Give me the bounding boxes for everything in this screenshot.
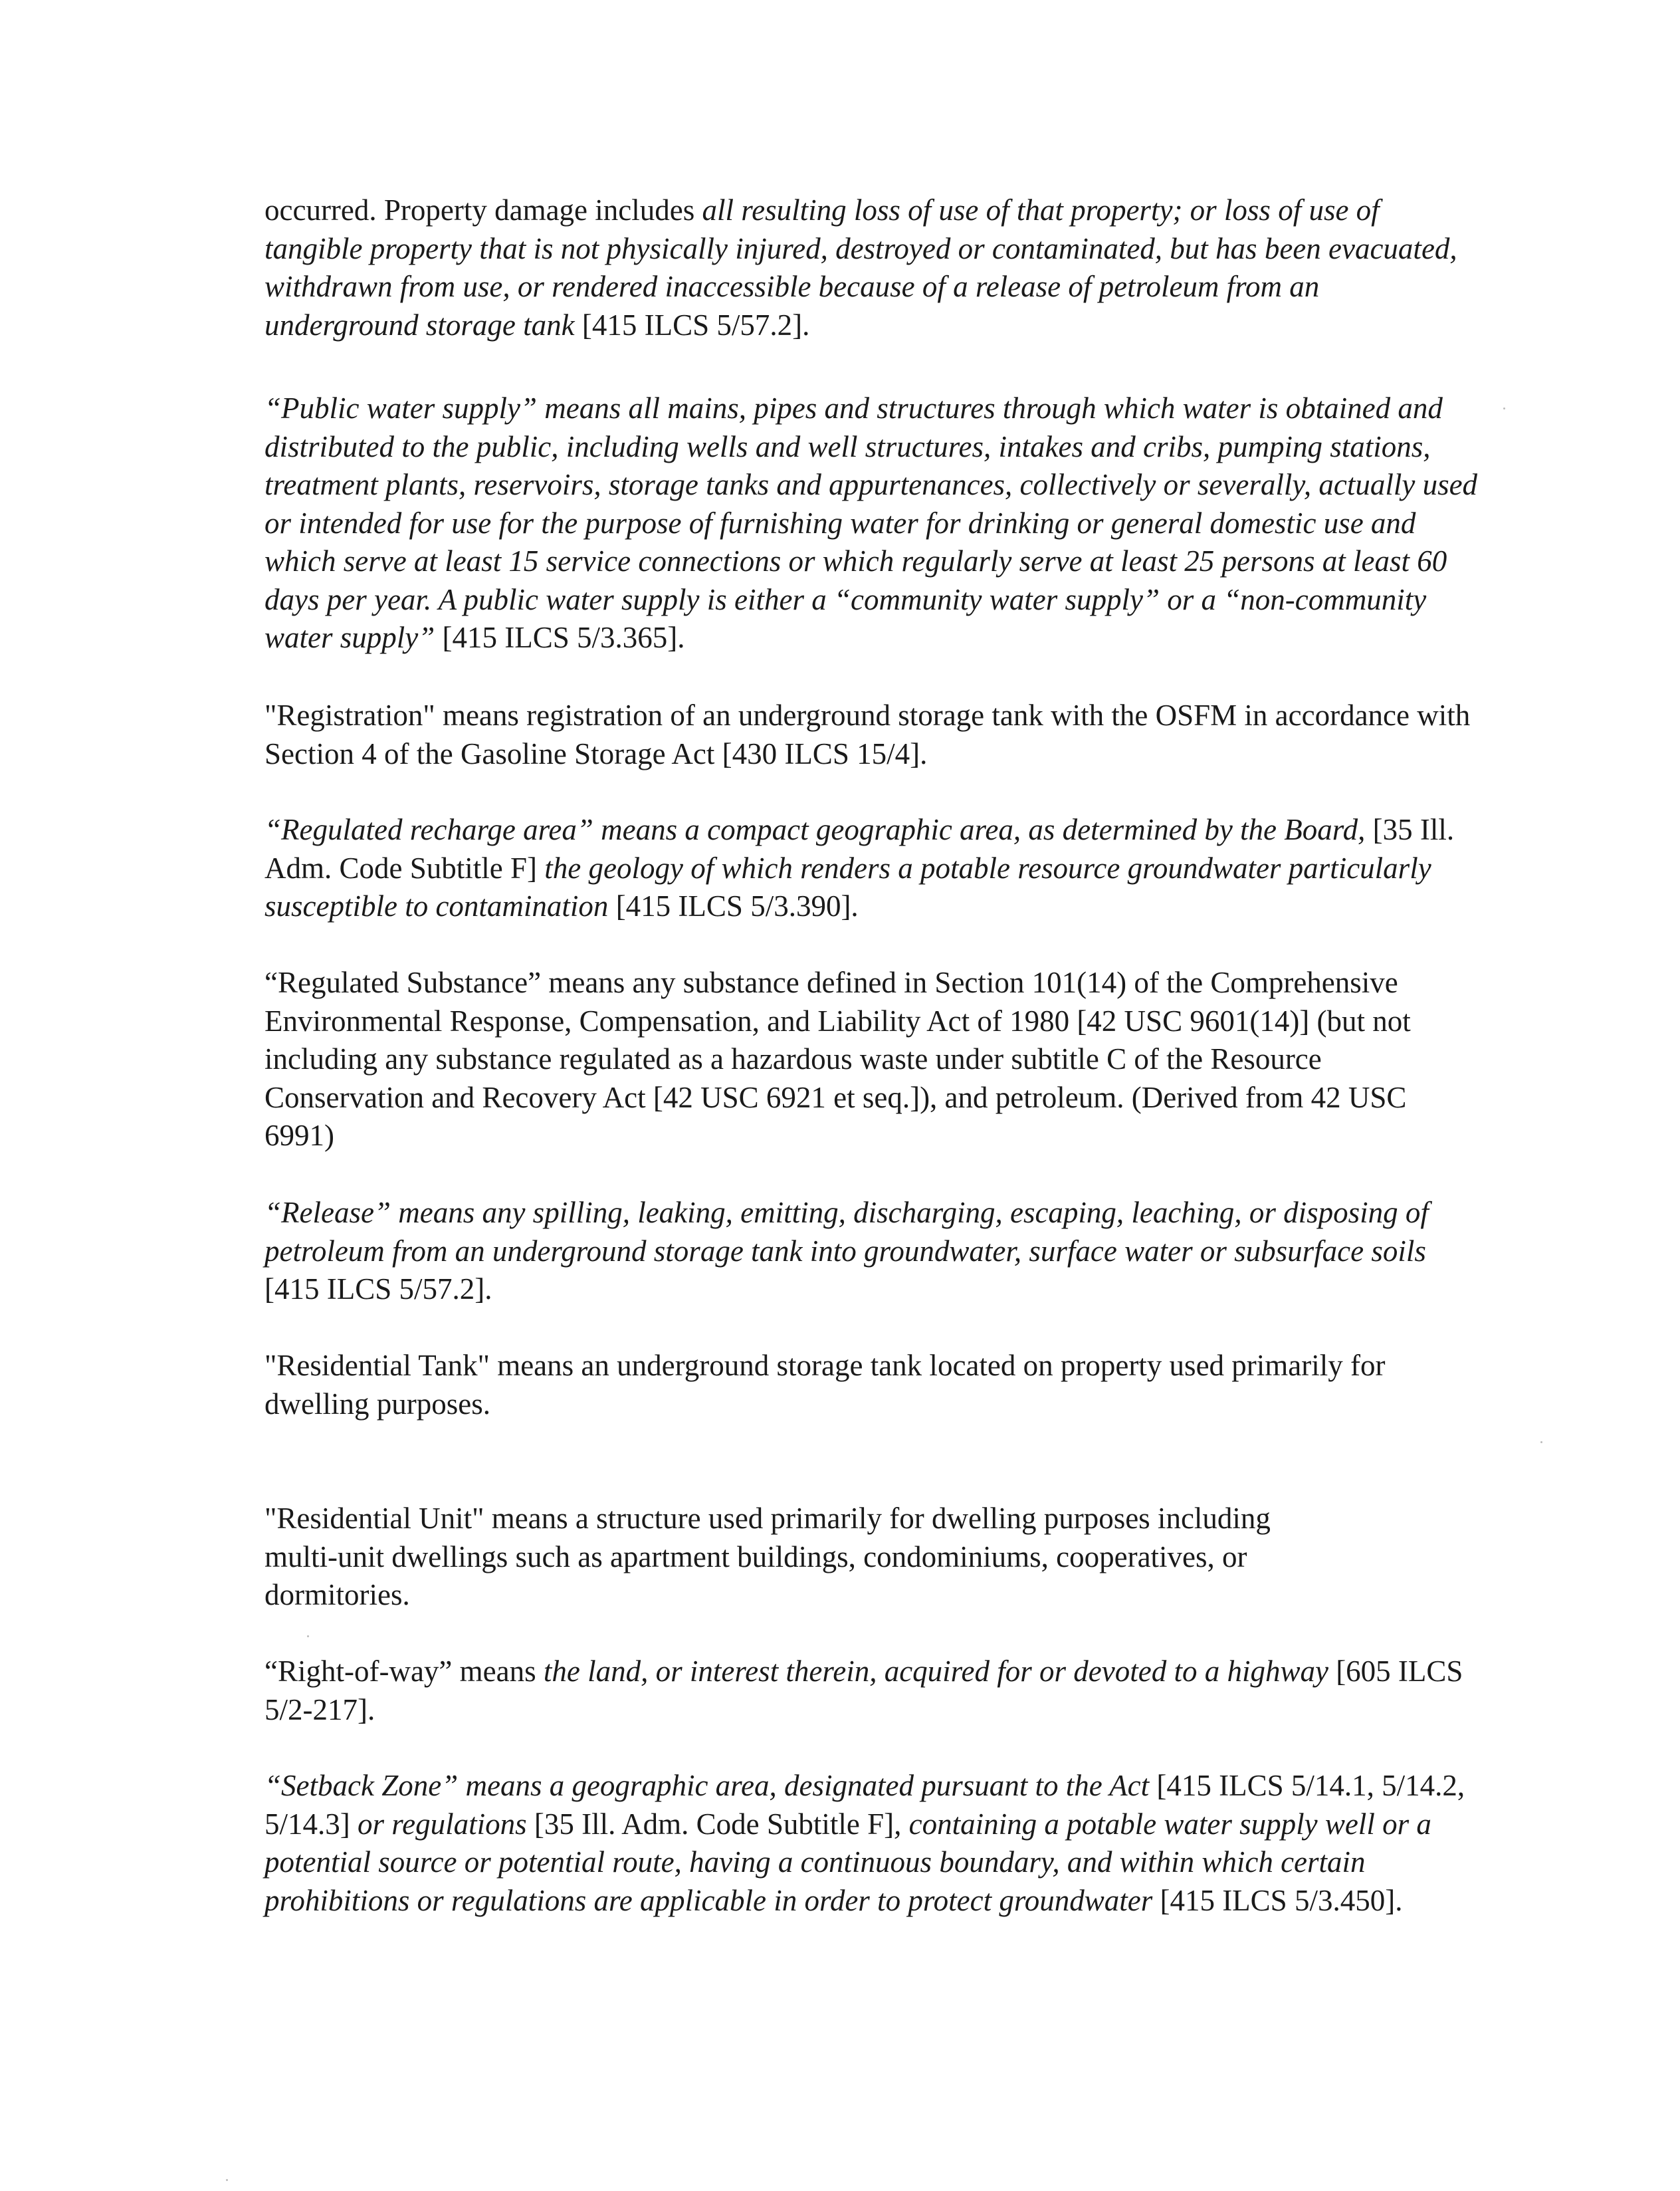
citation: [415 ILCS 5/3.450]. [1152, 1883, 1403, 1917]
citation: [415 ILCS 5/3.365]. [435, 621, 685, 654]
citation: [415 ILCS 5/14.1, 5/14.2, 5/14.3] [264, 1769, 1465, 1841]
text-segment: “Regulated Substance” means any substance defined in Section 101(14) of the Comprehensive Environmental Response, Compensation, and Liability Act of 1980 [42 USC 9601(14)] (but not including any substance regulated as a hazardous waste under subtitle C of the Resource Conservation and Recovery Act [42 USC 6921 et seq.]), and petroleum. (Derived from 42 USC 6991) [264, 966, 1411, 1152]
citation: [415 ILCS 5/57.2]. [264, 1272, 492, 1306]
text-segment-italic: the geology of which renders a potable resource groundwater particularly susceptible to contamination [264, 851, 1431, 923]
paragraph-regulated-substance [264, 964, 1481, 1155]
scan-speck [307, 1635, 309, 1637]
paragraph-public-water-supply [264, 390, 1481, 657]
citation: [415 ILCS 5/57.2]. [574, 308, 810, 342]
text-segment-italic: , containing a potable water supply well or a potential source or potential route, having a continuous boundary, and within which certain prohibitions or regulations are applicable in order to protect groundwater [264, 1807, 1431, 1917]
paragraph-residential-tank [264, 1347, 1481, 1423]
text-segment: "Residential Tank" means an underground storage tank located on property used primarily for dwelling purposes. [264, 1349, 1386, 1421]
paragraph-setback-zone [264, 1767, 1481, 1920]
text-segment-italic: “Regulated recharge area” means a compact geographic area, as determined by the Board, [264, 813, 1366, 846]
scan-speck [1503, 407, 1505, 409]
citation: [415 ILCS 5/3.390]. [608, 889, 859, 923]
text-segment-italic: “Setback Zone” means a geographic area, designated pursuant to the Act [264, 1769, 1150, 1802]
citation: [35 Ill. Adm. Code Subtitle F] [264, 813, 1455, 885]
citation: [35 Ill. Adm. Code Subtitle F] [526, 1807, 894, 1841]
paragraph-property-damage [264, 191, 1481, 344]
paragraph-release [264, 1194, 1481, 1309]
paragraph-residential-unit [264, 1500, 1328, 1615]
text-segment-italic: “Release” means any spilling, leaking, emitting, discharging, escaping, leaching, or disposing of petroleum from an underground storage tank into groundwater, surface water or subsurface soils [264, 1196, 1429, 1268]
text-segment-italic: or regulations [358, 1807, 527, 1841]
paragraph-regulated-recharge-area [264, 811, 1481, 926]
citation: [605 ILCS 5/2-217]. [264, 1655, 1463, 1726]
text-segment-italic: the land, or interest therein, acquired for or devoted to a highway [543, 1655, 1328, 1688]
scan-speck [1540, 1441, 1542, 1443]
text-segment-italic: all resulting loss of use of that property; or loss of use of tangible property that is not physically injured, destroyed or contaminated, but has been evacuated, withdrawn from use, or rendered inaccessible because of a release of petroleum from an underground storage tank [264, 193, 1457, 342]
text-segment: occurred. Property damage includes [264, 193, 702, 227]
scan-speck [226, 2179, 228, 2181]
text-segment: "Registration" means registration of an underground storage tank with the OSFM in accordance with Section 4 of the Gasoline Storage Act [430 ILCS 15/4]. [264, 699, 1471, 770]
text-segment: “Right-of-way” means [264, 1655, 544, 1688]
text-segment-italic: “Public water supply” means all mains, pipes and structures through which water is obtained and distributed to the public, including wells and well structures, intakes and cribs, pumping stations, treatment plants, reservoirs, storage tanks and appurtenances, collectively or severally, actually used or intended for use for the purpose of furnishing water for drinking or general domestic use and which serve at least 15 service connections or which regularly serve at least 25 persons at least 60 days per year. A public water supply is either a “community water supply” or a “non-community water supply” [264, 392, 1478, 654]
text-segment: "Residential Unit" means a structure used primarily for dwelling purposes including multi-unit dwellings such as apartment buildings, condominiums, cooperatives, or dormitories. [264, 1502, 1271, 1611]
paragraph-registration [264, 697, 1481, 773]
paragraph-right-of-way [264, 1653, 1481, 1729]
